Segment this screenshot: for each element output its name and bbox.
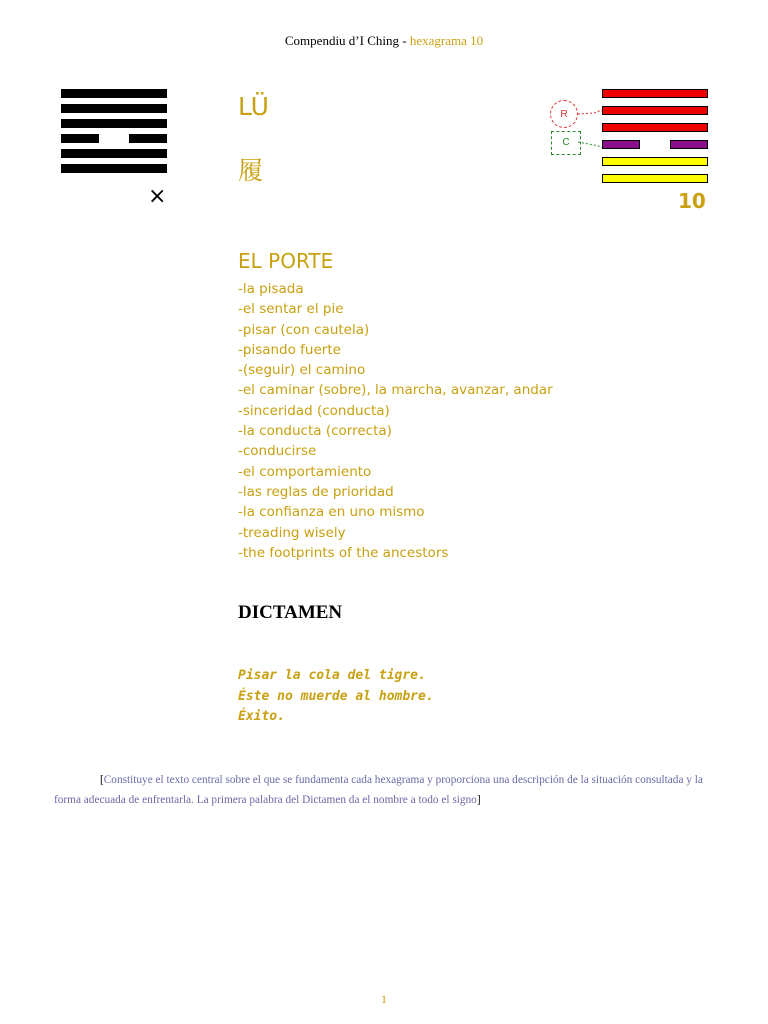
- meaning-item: -el caminar (sobre), la marcha, avanzar, andar: [238, 382, 553, 399]
- meaning-item: -el sentar el pie: [238, 301, 344, 318]
- hexagram-line-2: [61, 104, 167, 113]
- marker-connectors: [576, 105, 604, 150]
- meaning-item: -treading wisely: [238, 524, 346, 541]
- meaning-item: -(seguir) el camino: [238, 362, 366, 379]
- dictamen-explanation-note: [54, 770, 716, 810]
- porte-meanings-list: [238, 279, 553, 563]
- meaning-item: -pisando fuerte: [238, 341, 341, 358]
- meaning-item: -pisar (con cautela): [238, 321, 370, 338]
- header-title: Compendiu d’I Ching -: [284, 33, 410, 48]
- dictamen-line: Éxito.: [238, 709, 285, 724]
- header-hexagram-label: hexagrama 10: [409, 33, 484, 48]
- meaning-item: -la pisada: [238, 281, 304, 297]
- hexagram-number: 10: [678, 189, 706, 213]
- hexagram-line-4: [61, 134, 167, 143]
- hexagram-colored: [602, 89, 708, 191]
- hexagram-black: [61, 89, 167, 179]
- marker-c-box: C: [551, 131, 581, 155]
- meaning-item: -conducirse: [238, 443, 317, 460]
- hexagram-line-5: [61, 149, 167, 158]
- colored-line-4: [602, 140, 708, 149]
- colored-line-6: [602, 174, 708, 183]
- meaning-item: -the footprints of the ancestors: [238, 544, 449, 561]
- page-header: [0, 33, 768, 49]
- dictamen-line: Pisar la cola del tigre.: [238, 668, 426, 683]
- meaning-item: -la confianza en uno mismo: [238, 504, 425, 521]
- colored-line-3: [602, 123, 708, 132]
- page-number: 1: [381, 992, 387, 1006]
- hexagram-line-6: [61, 164, 167, 173]
- colored-line-5: [602, 157, 708, 166]
- changing-line-mark: ×: [148, 184, 167, 209]
- colored-line-1: [602, 89, 708, 98]
- marker-r-circle: R: [550, 100, 578, 128]
- dictamen-line: Éste no muerde al hombre.: [238, 688, 434, 704]
- note-close-bracket: ]: [476, 794, 481, 806]
- note-open-bracket: [: [100, 774, 104, 786]
- meaning-item: -las reglas de prioridad: [238, 483, 394, 500]
- meaning-item: -la conducta (correcta): [238, 423, 392, 440]
- dictamen-text: [238, 666, 434, 728]
- dictamen-title: DICTAMEN: [238, 602, 343, 623]
- hexagram-hanzi: 履: [238, 156, 264, 185]
- colored-line-2: [602, 106, 708, 115]
- meaning-item: -sinceridad (conducta): [238, 402, 390, 419]
- porte-title: EL PORTE: [238, 249, 334, 273]
- hexagram-line-3: [61, 119, 167, 128]
- hexagram-name: LÜ: [238, 92, 269, 121]
- hexagram-line-1: [61, 89, 167, 98]
- note-text: Constituye el texto central sobre el que se fundamenta cada hexagrama y proporciona una descripción de la situación consultada y la forma adecuada de enfrentarla. La primera palabra del Dictamen da el nombre a todo el signo: [54, 774, 703, 806]
- meaning-item: -el comportamiento: [238, 463, 372, 480]
